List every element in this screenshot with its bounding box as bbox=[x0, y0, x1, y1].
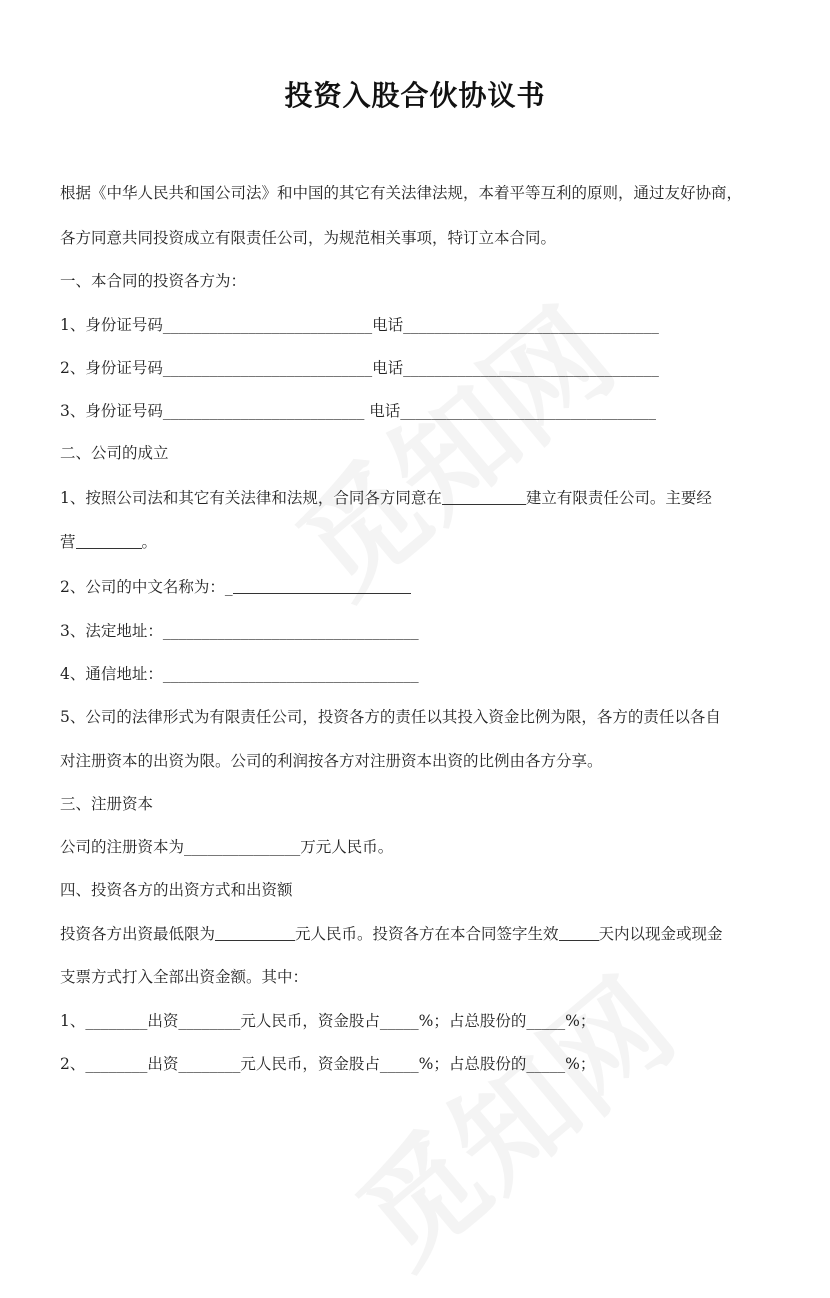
text: 2、公司的中文名称为：_ bbox=[60, 578, 233, 596]
section-2-item-4: 4、通信地址：_________________________________ bbox=[60, 665, 419, 683]
section-2-item-1b bbox=[60, 530, 775, 554]
text: 天内以现金或现金 bbox=[598, 925, 723, 943]
blank-field bbox=[76, 534, 142, 549]
text: 。 bbox=[141, 533, 158, 551]
document-title: 投资入股合伙协议书 bbox=[284, 79, 546, 112]
text: 1、按照公司法和其它有关法律和法规，合同各方同意在 bbox=[60, 489, 442, 507]
section-1-title: 一、本合同的投资各方为： bbox=[60, 272, 247, 290]
section-2-item-5b: 对注册资本的出资为限。公司的利润按各方对注册资本出资的比例由各方分享。 bbox=[60, 752, 603, 770]
blank-field bbox=[215, 926, 295, 941]
text: 营 bbox=[60, 533, 76, 551]
text: 投资各方出资最低限为 bbox=[60, 925, 216, 943]
blank-field bbox=[559, 926, 599, 941]
section-2-item-5a: 5、公司的法律形式为有限责任公司，投资各方的责任以其投入资金比例为限，各方的责任以各自 bbox=[60, 708, 721, 726]
blank-field bbox=[442, 490, 526, 505]
party-3-line: 3、身份证号码__________________________ 电话_________________________________ bbox=[60, 402, 657, 420]
party-1-line: 1、身份证号码___________________________电话_________________________________ bbox=[60, 316, 659, 334]
section-4-item-2: 2、________出资________元人民币，资金股占_____%；占总股份的_____%； bbox=[60, 1055, 596, 1073]
text: 元人民币。投资各方在本合同签字生效 bbox=[295, 925, 559, 943]
section-4-title: 四、投资各方的出资方式和出资额 bbox=[60, 881, 293, 899]
section-3-title: 三、注册资本 bbox=[60, 795, 154, 813]
section-2-item-2 bbox=[60, 575, 775, 599]
section-3-paragraph: 公司的注册资本为_______________万元人民币。 bbox=[60, 838, 394, 856]
section-2-title: 二、公司的成立 bbox=[60, 444, 169, 462]
section-2-item-1a bbox=[60, 486, 775, 510]
section-4-paragraph-a bbox=[60, 922, 775, 946]
text: 建立有限责任公司。主要经 bbox=[525, 489, 712, 507]
party-2-line: 2、身份证号码___________________________电话_________________________________ bbox=[60, 359, 659, 377]
intro-line-2: 各方同意共同投资成立有限责任公司，为规范相关事项，特订立本合同。 bbox=[60, 229, 557, 247]
intro-line-1: 根据《中华人民共和国公司法》和中国的其它有关法律法规，本着平等互利的原则，通过友好协商， bbox=[60, 184, 743, 202]
section-4-item-1: 1、________出资________元人民币，资金股占_____%；占总股份的_____%； bbox=[60, 1012, 596, 1030]
blank-field bbox=[233, 579, 411, 594]
section-2-item-3: 3、法定地址：_________________________________ bbox=[60, 622, 419, 640]
section-4-paragraph-b: 支票方式打入全部出资金额。其中： bbox=[60, 968, 309, 986]
